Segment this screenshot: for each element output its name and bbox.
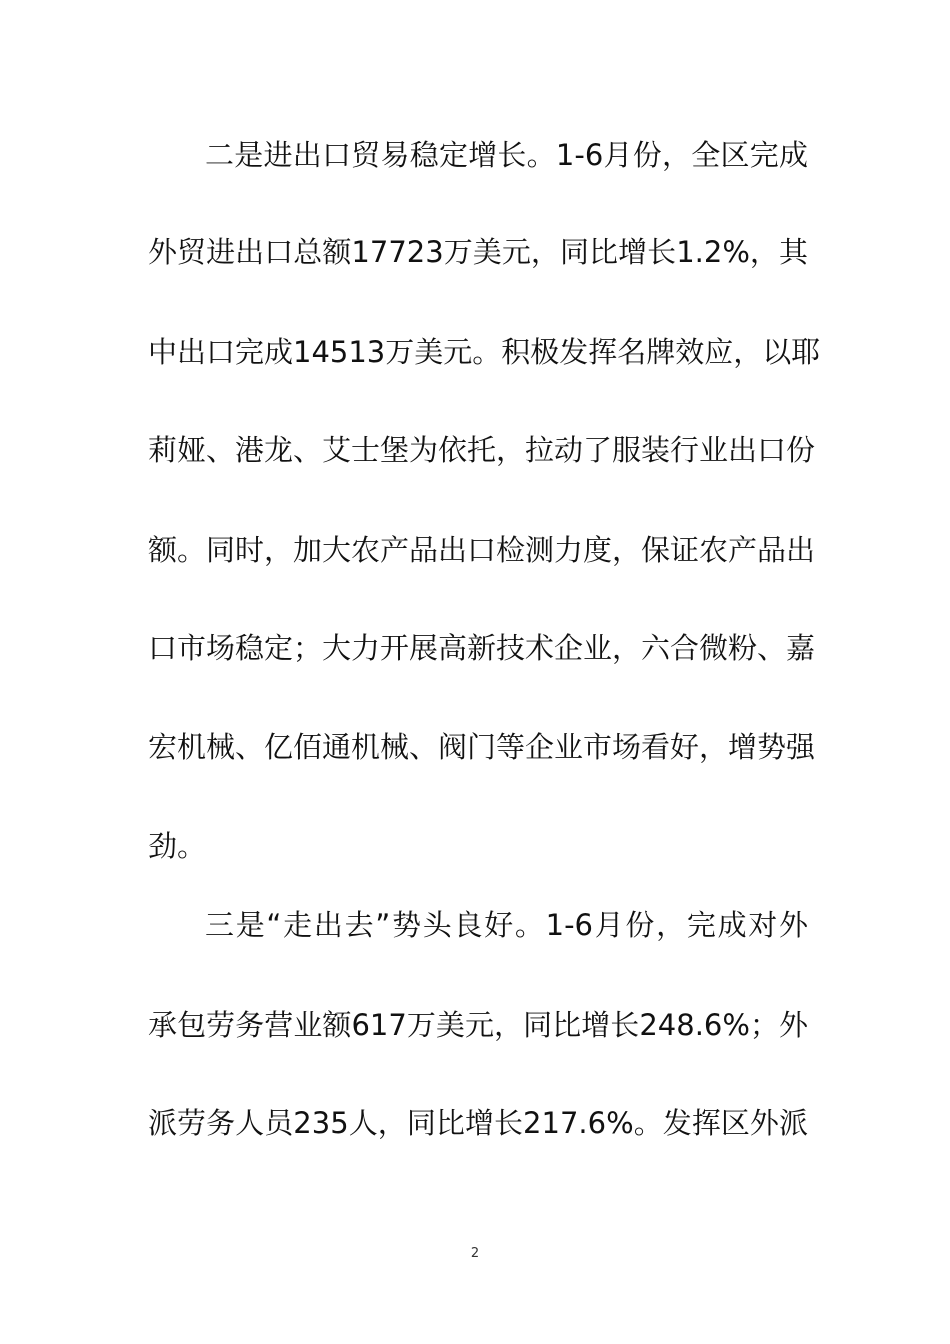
paragraph-2-line-2: 承包劳务营业额617万美元，同比增长248.6%；外 [148,1008,808,1042]
paragraph-2-line-1: 三是“走出去”势头良好。1-6月份，完成对外 [205,908,808,942]
page-number: 2 [470,1246,480,1261]
paragraph-2-line-3: 派劳务人员235人，同比增长217.6%。发挥区外派 [148,1106,808,1140]
paragraph-1-line-1: 二是进出口贸易稳定增长。1-6月份，全区完成 [205,138,808,172]
paragraph-1-line-3: 中出口完成14513万美元。积极发挥名牌效应，以耶 [148,335,821,369]
paragraph-1-line-5: 额。同时，加大农产品出口检测力度，保证农产品出 [148,533,816,567]
paragraph-1-line-4: 莉娅、港龙、艾士堡为依托，拉动了服装行业出口份 [148,433,816,467]
paragraph-1-line-6: 口市场稳定；大力开展高新技术企业，六合微粉、嘉 [148,631,816,665]
paragraph-1-line-7: 宏机械、亿佰通机械、阀门等企业市场看好，增势强 [148,730,816,764]
paragraph-1-line-2: 外贸进出口总额17723万美元，同比增长1.2%，其 [148,235,808,269]
paragraph-1-line-8: 劲。 [148,829,207,863]
